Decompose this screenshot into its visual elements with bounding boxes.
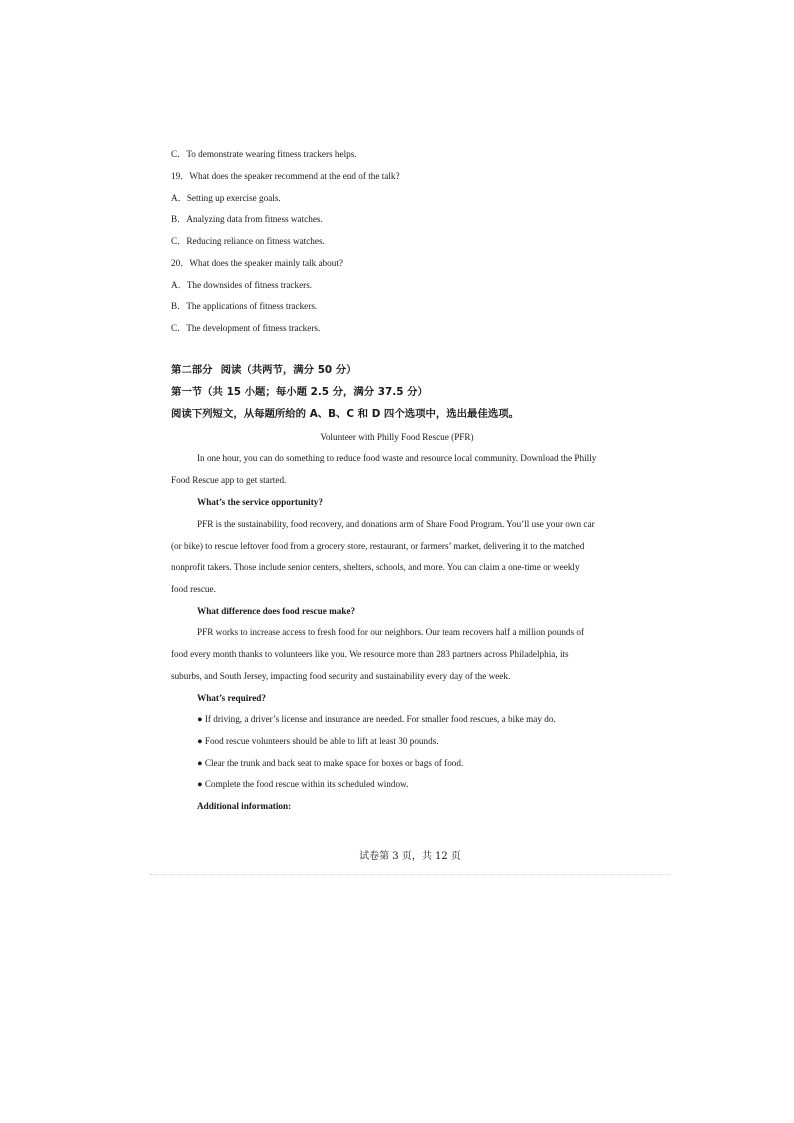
- part2-title: 第二部分: [171, 364, 213, 376]
- reading-instruction: 阅读下列短文，从每题所给的 A、B、C 和 D 四个选项中，选出最佳选项。: [171, 408, 520, 420]
- p2-line-3: suburbs, and South Jersey, impacting food security and sustainability every day of the week.: [171, 671, 511, 681]
- p1-line-3: nonprofit takers. Those include senior centers, shelters, schools, and more. You can claim a one-time or weekly: [171, 562, 580, 572]
- intro-line-2: Food Rescue app to get started.: [171, 475, 287, 485]
- q20-question: 20．What does the speaker mainly talk about?: [171, 258, 343, 268]
- p1-line-4: food rescue.: [171, 584, 216, 594]
- part2-heading: [171, 363, 357, 377]
- q18-option-c: C．To demonstrate wearing fitness trackers helps.: [171, 149, 357, 159]
- page-footer: 试卷第 3 页，共 12 页: [359, 851, 461, 862]
- heading-difference: What difference does food rescue make?: [197, 606, 356, 616]
- requirement-item: ● Food rescue volunteers should be able to lift at least 30 pounds.: [197, 736, 439, 746]
- footer-divider: [150, 874, 670, 875]
- p2-line-2: food every month thanks to volunteers like you. We resource more than 283 partners across Philadelphia, its: [171, 649, 569, 659]
- p1-line-1: PFR is the sustainability, food recovery, and donations arm of Share Food Program. You’ll use your own car: [197, 519, 595, 529]
- q20-option-a: A．The downsides of fitness trackers.: [171, 280, 313, 290]
- requirement-item: ● If driving, a driver’s license and insurance are needed. For smaller food rescues, a bike may do.: [197, 714, 556, 724]
- passage-title: Volunteer with Philly Food Rescue (PFR): [320, 432, 474, 442]
- q19-option-c: C．Reducing reliance on fitness watches.: [171, 236, 325, 246]
- q20-option-c: C．The development of fitness trackers.: [171, 323, 321, 333]
- part2-subtitle: 阅读（共两节，满分 50 分）: [220, 364, 357, 376]
- heading-additional-info: Additional information:: [197, 801, 292, 811]
- q19-option-b: B．Analyzing data from fitness watches.: [171, 214, 323, 224]
- q19-option-a: A．Setting up exercise goals.: [171, 193, 281, 203]
- requirement-item: ● Clear the trunk and back seat to make space for boxes or bags of food.: [197, 758, 464, 768]
- section1-heading: 第一节（共 15 小题；每小题 2.5 分，满分 37.5 分）: [171, 386, 428, 398]
- q19-question: 19．What does the speaker recommend at the end of the talk?: [171, 171, 400, 181]
- q20-option-b: B．The applications of fitness trackers.: [171, 301, 318, 311]
- heading-required: What’s required?: [197, 693, 266, 703]
- p2-line-1: PFR works to increase access to fresh food for our neighbors. Our team recovers half a million pounds of: [197, 627, 585, 637]
- heading-service-opportunity: What’s the service opportunity?: [197, 497, 323, 507]
- intro-line-1: In one hour, you can do something to reduce food waste and resource local community. Download the Philly: [197, 453, 597, 463]
- requirement-item: ● Complete the food rescue within its scheduled window.: [197, 779, 409, 789]
- p1-line-2: (or bike) to rescue leftover food from a grocery store, restaurant, or farmers’ market, delivering it to the matched: [171, 541, 585, 551]
